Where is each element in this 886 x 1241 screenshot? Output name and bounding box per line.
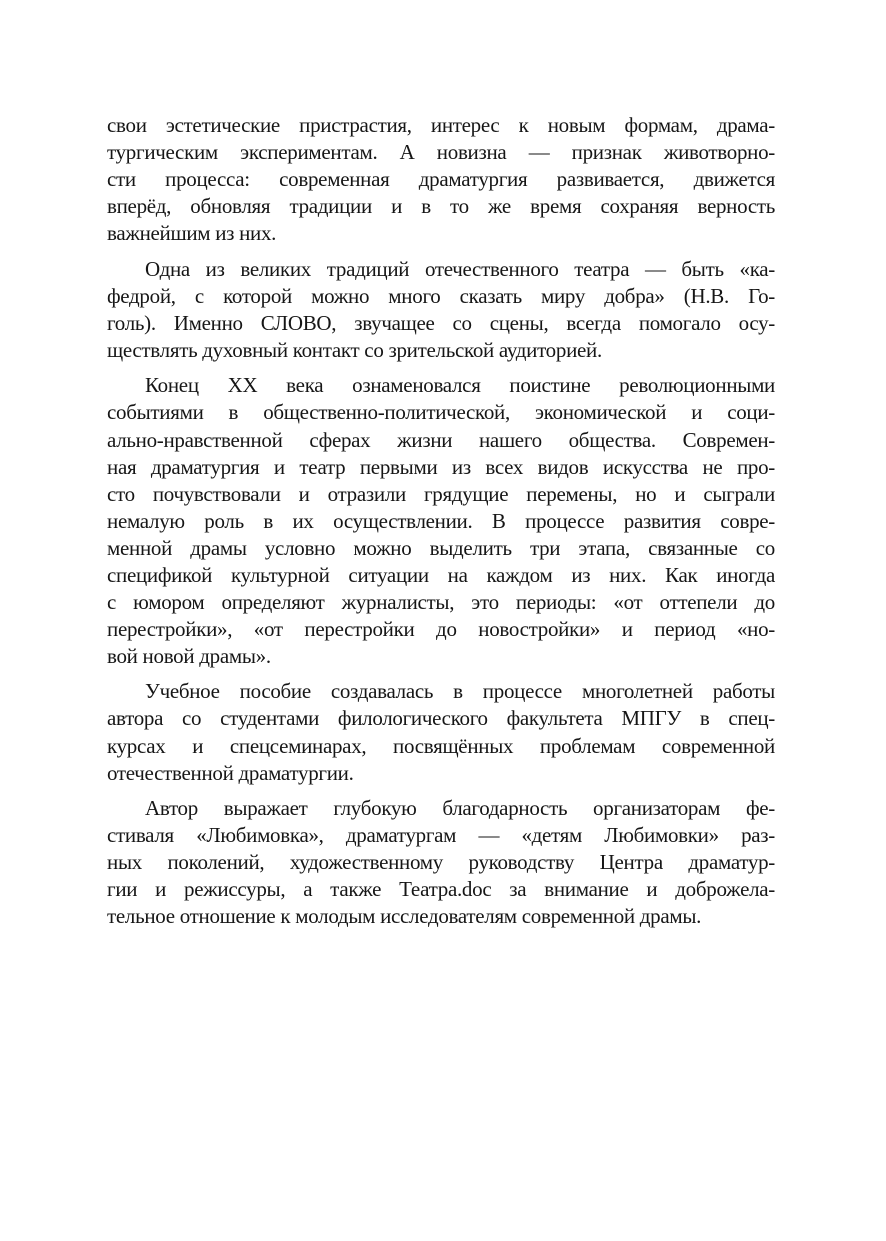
text-line: сти процесса: современная драматургия развивается, движется [107,167,775,192]
paragraph [107,372,775,670]
text-line: Одна из великих традиций отечественного театра — быть «ка- [145,256,775,281]
text-line: Конец XX века ознаменовался поистине революционными [145,373,775,398]
text-line: гии и режиссуры, а также Театра.doc за внимание и доброжела- [107,877,775,902]
text-line: стиваля «Любимовка», драматургам — «детям Любимовки» раз- [107,823,775,848]
paragraph-gap [107,670,775,679]
text-line: федрой, с которой можно много сказать миру добра» (Н.В. Го- [107,283,775,308]
text-line: свои эстетические пристрастия, интерес к новым формам, драма- [107,113,775,137]
text-line: с юмором определяют журналисты, это периоды: «от оттепели до [107,589,775,614]
paragraph-gap [107,247,775,256]
text-line: Автор выражает глубокую благодарность организаторам фе- [145,796,775,821]
text-line: тургическим экспериментам. А новизна — признак животворно- [107,140,775,165]
text-line: курсах и спецсеминарах, посвящённых проблемам современной [107,733,775,758]
text-line: менной драмы условно можно выделить три этапа, связанные со [107,535,775,560]
paragraph [107,795,775,930]
text-line: спецификой культурной ситуации на каждом из них. Как иногда [107,562,775,587]
paragraph [107,112,775,247]
paragraph-gap [107,787,775,796]
text-line: отечественной драматургии. [107,760,354,785]
text-line: автора со студентами филологического факультета МПГУ в спец- [107,706,775,731]
text-line: вой новой драмы». [107,643,271,668]
text-line: вперёд, обновляя традиции и в то же время сохраняя верность [107,194,775,219]
text-line: перестройки», «от перестройки до новостройки» и период «но- [107,616,775,641]
paragraph-gap [107,364,775,373]
text-line: ных поколений, художественному руководству Центра драматур- [107,850,775,875]
text-line: тельное отношение к молодым исследователям современной драмы. [107,904,702,929]
text-line: ально-нравственной сферах жизни нашего общества. Современ- [107,427,775,452]
text-line: ществлять духовный контакт со зрительской аудиторией. [107,337,602,362]
paragraph [107,256,775,364]
text-line: ная драматургия и театр первыми из всех видов искусства не про- [107,454,775,479]
text-line: событиями в общественно-политической, экономической и соци- [107,400,775,425]
text-line: голь). Именно СЛОВО, звучащее со сцены, всегда помогало осу- [107,310,775,335]
text-line: сто почувствовали и отразили грядущие перемены, но и сыграли [107,481,775,506]
text-line: важнейшим из них. [107,221,277,246]
paragraph [107,678,775,786]
body-text [107,112,775,930]
text-line: немалую роль в их осуществлении. В процессе развития совре- [107,508,775,533]
text-line: Учебное пособие создавалась в процессе многолетней работы [145,679,775,704]
